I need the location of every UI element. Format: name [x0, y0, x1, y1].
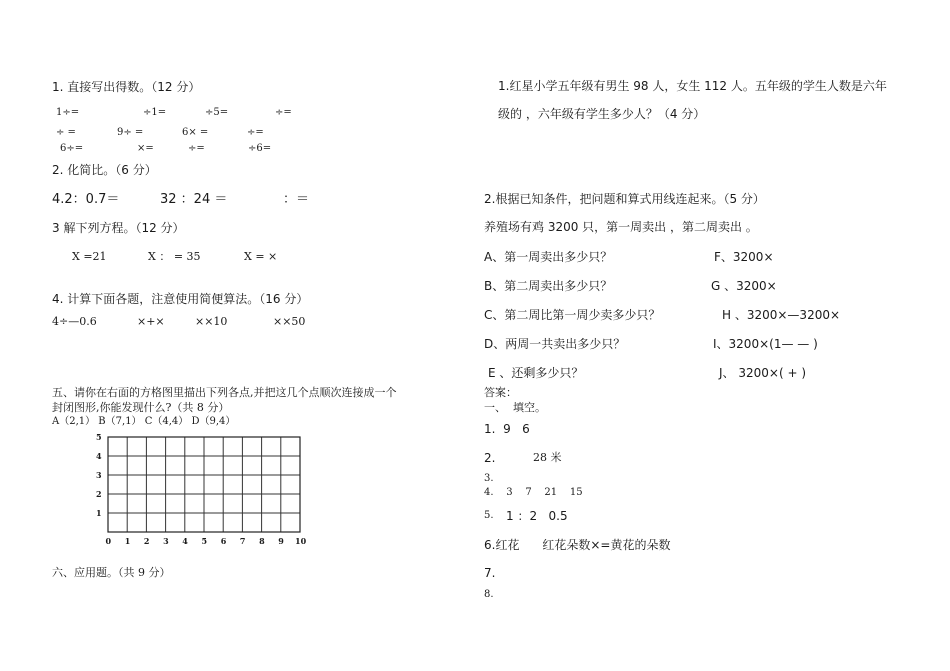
- q1-item: 9÷ =: [117, 127, 144, 138]
- grid-x-tick-label: 9: [278, 536, 284, 546]
- q3-item: X ： = 35: [148, 250, 201, 263]
- answer-title: 答案：: [484, 386, 517, 399]
- q5-text: 五、请你在右面的方格图里描出下列各点,并把这几个点顺次连接成一个: [52, 386, 397, 399]
- answer-item: 5.: [484, 510, 494, 521]
- q3-title: 3 解下列方程。（12 分）: [52, 221, 185, 235]
- q1-item: 1÷=: [56, 107, 80, 118]
- question-item: D、两周一共卖出多少只？: [484, 337, 626, 351]
- q4-item: 4÷—0.6: [52, 315, 97, 328]
- q1-item: ÷6=: [248, 143, 272, 154]
- q1-item: ÷ =: [56, 127, 76, 138]
- grid-x-tick-label: 2: [143, 536, 150, 546]
- p1-line2: 级的 ，六年级有学生多少人？（4 分）: [498, 107, 706, 121]
- answer-item: 7.: [484, 566, 496, 580]
- q1-title: 1. 直接写出得数。（12 分）: [52, 80, 201, 94]
- formula-item: H 、3200×—3200×: [722, 308, 841, 322]
- p2-condition: 养殖场有鸡 3200 只，第一周卖出 ，第二周卖出 。: [484, 220, 758, 234]
- q2-item: ：＝: [283, 192, 310, 207]
- grid-lines: [108, 437, 300, 532]
- p1-line1: 1.红星小学五年级有男生 98 人，女生 112 人。五年级的学生人数是六年: [498, 79, 887, 93]
- q6-title: 六、应用题。（共 9 分）: [52, 566, 171, 579]
- answer-item: 1 ：2 0.5: [506, 509, 568, 523]
- q1-item: ÷=: [247, 127, 264, 138]
- q4-title: 4. 计算下面各题，注意使用简便算法。（16 分）: [52, 292, 309, 306]
- answer-item: 3.: [484, 473, 494, 484]
- q1-item: ÷=: [188, 143, 205, 154]
- grid-x-tick-label: 3: [163, 536, 169, 546]
- grid-y-tick-label: 4: [96, 451, 102, 461]
- grid-x-tick-label: 0: [105, 536, 112, 546]
- question-item: A、第一周卖出多少只？: [484, 250, 613, 264]
- formula-item: J、 3200×( + ): [719, 366, 806, 380]
- answer-item: 2.: [484, 451, 496, 465]
- question-item: E 、还剩多少只？: [488, 366, 584, 380]
- answer-item: 1. 9 6: [484, 422, 530, 436]
- grid-y-tick-label: 2: [96, 489, 102, 499]
- q2-item: 32 ：24 ＝: [160, 192, 228, 207]
- question-item: C、第二周比第一周少卖多少只？: [484, 308, 661, 322]
- q1-item: ÷5=: [205, 107, 229, 118]
- q1-item: 6× =: [182, 127, 209, 138]
- q2-title: 2. 化简比。（6 分）: [52, 163, 157, 177]
- formula-item: G 、3200×: [711, 279, 777, 293]
- q1-item: 6÷=: [60, 143, 84, 154]
- q5-text: 封闭图形,你能发现什么?（共 8 分）: [52, 401, 230, 414]
- formula-item: I、3200×(1— — ): [713, 337, 818, 351]
- grid-x-tick-label: 4: [182, 536, 188, 546]
- grid-x-tick-label: 1: [124, 536, 131, 546]
- grid-y-tick-label: 1: [96, 508, 102, 518]
- answer-item: 4. 3 7 21 15: [484, 487, 583, 498]
- q4-item: ×+×: [137, 315, 165, 328]
- q1-item: ×=: [137, 143, 154, 154]
- q1-item: ÷=: [275, 107, 292, 118]
- grid-y-tick-label: 3: [96, 470, 102, 480]
- grid-x-tick-label: 10: [295, 536, 307, 546]
- answer-item: 8.: [484, 589, 494, 600]
- grid-x-tick-label: 7: [239, 536, 246, 546]
- q4-item: ××10: [195, 315, 228, 328]
- question-item: B、第二周卖出多少只？: [484, 279, 613, 293]
- answer-section: 一、 填空。: [484, 401, 546, 414]
- answer-item: 28 米: [533, 451, 562, 464]
- grid-x-tick-label: 8: [259, 536, 265, 546]
- grid-x-tick-label: 6: [220, 536, 227, 546]
- q2-item: 4.2：0.7＝: [52, 192, 120, 207]
- q3-item: X = ×: [244, 250, 278, 263]
- formula-item: F、3200×: [714, 250, 774, 264]
- answer-item: 6.红花 红花朵数×=黄花的朵数: [484, 538, 671, 552]
- q3-item: X =21: [72, 250, 107, 263]
- grid-x-tick-label: 5: [201, 536, 208, 546]
- grid-y-tick-label: 5: [96, 432, 102, 442]
- q4-item: ××50: [273, 315, 306, 328]
- q1-item: ÷1=: [143, 107, 167, 118]
- p2-title: 2.根据已知条件，把问题和算式用线连起来。（5 分）: [484, 192, 765, 206]
- q5-points: A（2,1） B（7,1） C（4,4） D（9,4）: [52, 416, 236, 427]
